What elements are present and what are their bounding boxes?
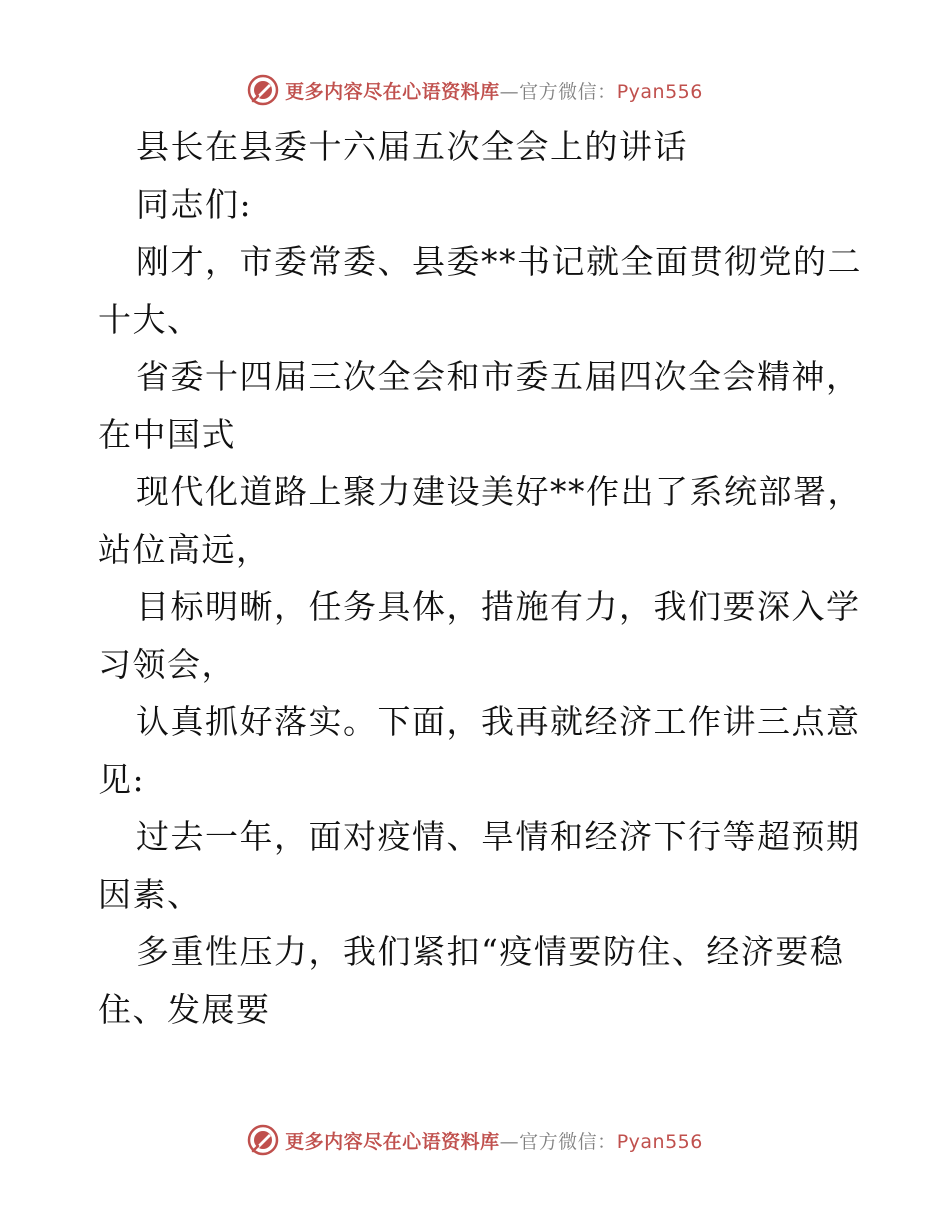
paragraph-line: 因素、 bbox=[98, 874, 202, 914]
paragraph-line: 多重性压力，我们紧扣“疫情要防住、经济要稳 bbox=[136, 932, 845, 971]
watermark-text bbox=[285, 77, 703, 104]
paragraph-line: 在中国式 bbox=[98, 414, 236, 454]
watermark-wechat-id: Pyan556 bbox=[616, 80, 703, 103]
paragraph-line: 现代化道路上聚力建设美好**作出了系统部署， bbox=[136, 472, 862, 511]
paragraph-line: 住、发展要 bbox=[98, 989, 271, 1029]
pen-logo-icon bbox=[247, 1124, 279, 1156]
watermark-site: 更多内容尽在心语资料库 bbox=[285, 80, 500, 103]
paragraph-line: 站位高远， bbox=[98, 529, 271, 569]
footer-watermark bbox=[0, 1120, 950, 1160]
header-watermark bbox=[0, 70, 950, 110]
paragraph-line: 见: bbox=[98, 759, 146, 799]
pen-logo-icon bbox=[247, 74, 279, 106]
paragraph-line: 省委十四届三次全会和市委五届四次全会精神， bbox=[136, 357, 861, 396]
paragraph-line: 十大、 bbox=[98, 299, 202, 339]
watermark-dash: — bbox=[499, 1130, 520, 1153]
paragraph-line: 认真抓好落实。下面，我再就经济工作讲三点意 bbox=[136, 702, 861, 741]
paragraph-line: 习领会， bbox=[98, 644, 236, 684]
watermark-wechat-label: 官方微信： bbox=[519, 1130, 617, 1153]
watermark-text bbox=[285, 1127, 703, 1154]
paragraph-line: 刚才，市委常委、县委**书记就全面贯彻党的二 bbox=[136, 242, 862, 281]
watermark-dash: — bbox=[499, 80, 520, 103]
watermark-site: 更多内容尽在心语资料库 bbox=[285, 1130, 500, 1153]
salutation: 同志们: bbox=[136, 184, 253, 224]
watermark-wechat-label: 官方微信： bbox=[519, 80, 617, 103]
paragraph-line: 目标明晰，任务具体，措施有力，我们要深入学 bbox=[136, 587, 861, 626]
document-title: 县长在县委十六届五次全会上的讲话 bbox=[136, 127, 688, 166]
document-body bbox=[98, 118, 862, 1038]
watermark-wechat-id: Pyan556 bbox=[616, 1130, 703, 1153]
paragraph-line: 过去一年，面对疫情、旱情和经济下行等超预期 bbox=[136, 817, 861, 856]
